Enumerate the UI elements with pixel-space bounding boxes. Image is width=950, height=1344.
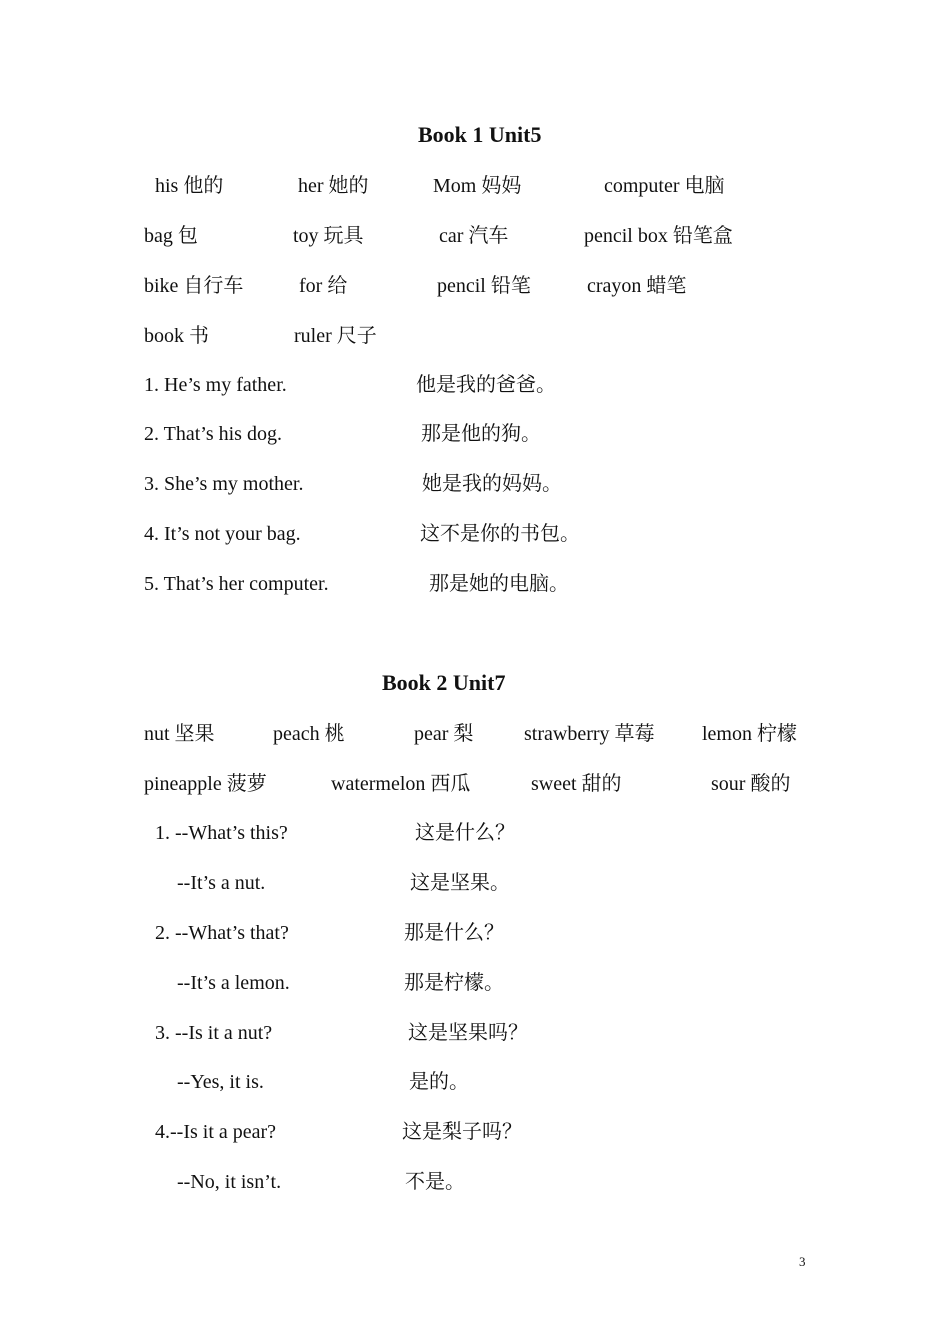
sentence-en: 4. It’s not your bag. — [144, 523, 301, 545]
sentence-en: 3. She’s my mother. — [144, 473, 304, 495]
vocab-word: computer 电脑 — [604, 175, 725, 197]
vocab-word: book 书 — [144, 325, 209, 347]
dialogue-en: --Yes, it is. — [177, 1071, 264, 1093]
vocab-word: pencil 铅笔 — [437, 275, 531, 297]
vocab-word: pear 梨 — [414, 723, 474, 745]
vocab-word: sweet 甜的 — [531, 773, 622, 795]
dialogue-en: 3. --Is it a nut? — [155, 1022, 273, 1044]
vocab-word: bag 包 — [144, 225, 198, 247]
dialogue-en: 4.--Is it a pear? — [155, 1121, 277, 1143]
section-title-book1: Book 1 Unit5 — [418, 122, 542, 147]
dialogue-zh: 这是什么？ — [415, 822, 515, 844]
dialogue-zh: 是的。 — [409, 1071, 469, 1093]
vocab-word: car 汽车 — [439, 225, 509, 247]
vocab-word: pencil box 铅笔盒 — [584, 225, 733, 247]
vocab-word: his 他的 — [155, 175, 224, 197]
sentence-zh: 他是我的爸爸。 — [416, 374, 556, 396]
vocab-word: watermelon 西瓜 — [331, 773, 471, 795]
dialogue-en: --It’s a nut. — [177, 872, 266, 894]
dialogue-en: --It’s a lemon. — [177, 972, 290, 994]
section-title-book2: Book 2 Unit7 — [382, 670, 506, 695]
dialogue-en: 2. --What’s that? — [155, 922, 289, 944]
vocab-word: peach 桃 — [273, 723, 345, 745]
vocab-word: her 她的 — [298, 175, 369, 197]
dialogue-zh: 那是什么？ — [404, 922, 504, 944]
sentence-en: 1. He’s my father. — [144, 374, 287, 396]
vocab-word: strawberry 草莓 — [524, 723, 655, 745]
vocab-word: nut 坚果 — [144, 723, 215, 745]
sentence-zh: 那是她的电脑。 — [429, 573, 569, 595]
vocab-word: ruler 尺子 — [294, 325, 377, 347]
vocab-word: bike 自行车 — [144, 275, 244, 297]
vocab-word: lemon 柠檬 — [702, 723, 797, 745]
sentence-zh: 这不是你的书包。 — [420, 523, 580, 545]
dialogue-en: --No, it isn’t. — [177, 1171, 282, 1193]
sentence-en: 5. That’s her computer. — [144, 573, 329, 595]
vocab-word: for 给 — [299, 275, 348, 297]
sentence-zh: 她是我的妈妈。 — [422, 473, 562, 495]
dialogue-zh: 那是柠檬。 — [404, 972, 504, 994]
dialogue-zh: 这是坚果吗？ — [408, 1022, 528, 1044]
page-number: 3 — [799, 1254, 806, 1269]
vocab-word: Mom 妈妈 — [433, 175, 522, 197]
dialogue-zh: 这是坚果。 — [410, 872, 510, 894]
vocab-word: pineapple 菠萝 — [144, 773, 267, 795]
dialogue-en: 1. --What’s this? — [155, 822, 288, 844]
vocab-word: sour 酸的 — [711, 773, 791, 795]
sentence-en: 2. That’s his dog. — [144, 423, 282, 445]
dialogue-zh: 不是。 — [405, 1171, 465, 1193]
dialogue-zh: 这是梨子吗？ — [402, 1121, 522, 1143]
vocab-word: crayon 蜡笔 — [587, 275, 687, 297]
vocab-word: toy 玩具 — [293, 225, 364, 247]
sentence-zh: 那是他的狗。 — [421, 423, 541, 445]
